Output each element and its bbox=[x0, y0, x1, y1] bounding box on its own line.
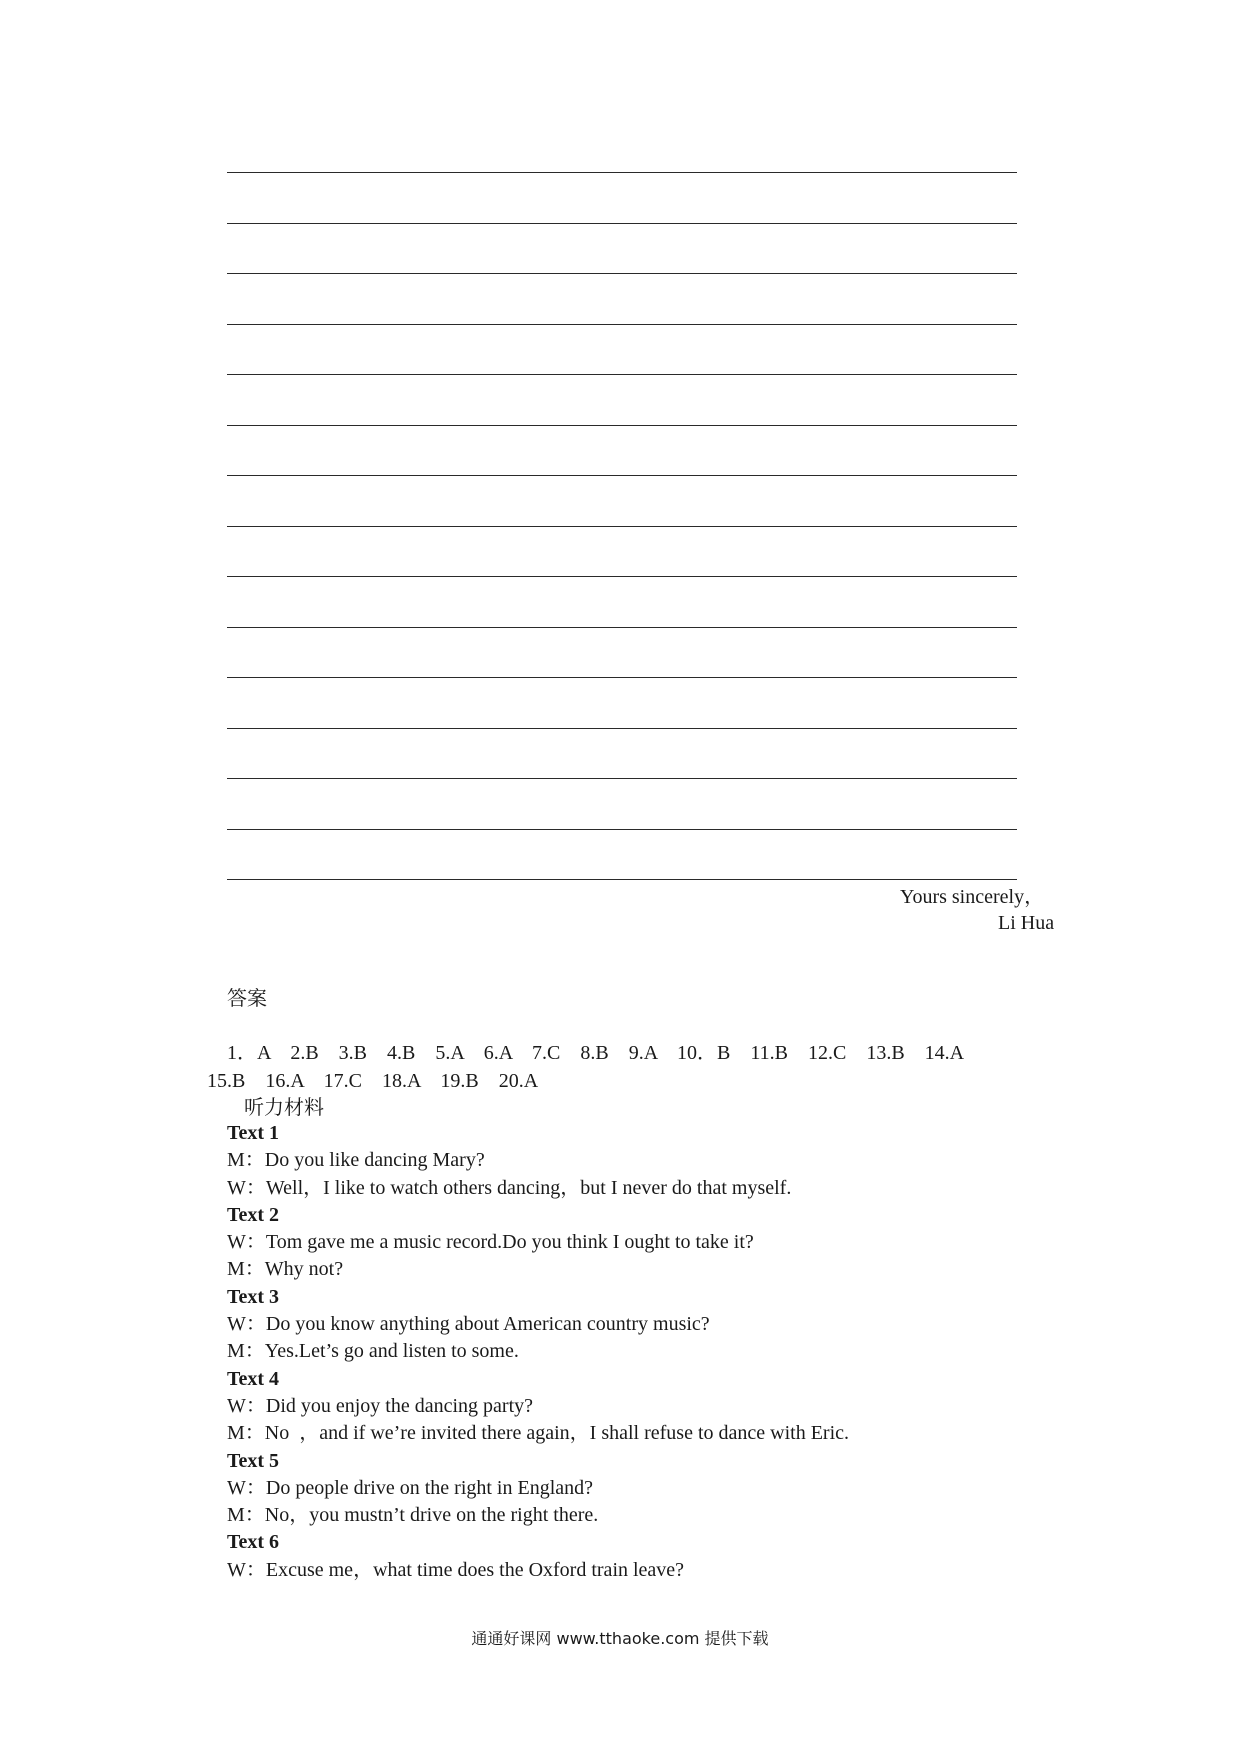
writing-line bbox=[227, 526, 1017, 577]
page-footer: 通通好课网 www.tthaoke.com 提供下载 bbox=[471, 1629, 769, 1648]
transcript-text-heading: Text 4 bbox=[227, 1367, 280, 1390]
transcript-line: W：Excuse me，what time does the Oxford train leave? bbox=[227, 1558, 685, 1581]
writing-line bbox=[227, 475, 1017, 526]
transcript-text-heading: Text 6 bbox=[227, 1531, 280, 1554]
transcript-line: M：Why not? bbox=[227, 1258, 344, 1281]
transcript-line: M：Do you like dancing Mary? bbox=[227, 1149, 485, 1172]
writing-line bbox=[227, 425, 1017, 476]
transcript-line: W：Well，I like to watch others dancing，but I never do that myself. bbox=[227, 1176, 792, 1199]
answer-key-line-1: 1．A 2.B 3.B 4.B 5.A 6.A 7.C 8.B 9.A 10．B 11.B 12.C 13.B 14.A bbox=[227, 1042, 965, 1064]
transcript-line: M：Yes.Let’s go and listen to some. bbox=[227, 1340, 519, 1363]
transcript-line: M：No ，and if we’re invited there again，I shall refuse to dance with Eric. bbox=[227, 1422, 850, 1445]
answers-heading: 答案 bbox=[227, 986, 267, 1010]
listening-material-heading: 听力材料 bbox=[244, 1095, 324, 1119]
transcript-text-heading: Text 2 bbox=[227, 1203, 280, 1226]
writing-lines bbox=[227, 172, 1017, 930]
transcript-text-heading: Text 1 bbox=[227, 1122, 280, 1144]
letter-closing: Yours sincerely， bbox=[900, 886, 1045, 908]
writing-line bbox=[227, 728, 1017, 779]
writing-line bbox=[227, 627, 1017, 678]
writing-line bbox=[227, 576, 1017, 627]
listening-transcript bbox=[227, 1120, 1067, 1584]
transcript-line: W：Did you enjoy the dancing party? bbox=[227, 1394, 534, 1417]
transcript-line: W：Do you know anything about American country music? bbox=[227, 1313, 710, 1336]
writing-line bbox=[227, 879, 1017, 930]
transcript-line: M：No，you mustn’t drive on the right there. bbox=[227, 1504, 599, 1527]
writing-line bbox=[227, 829, 1017, 880]
transcript-line: W：Do people drive on the right in England? bbox=[227, 1476, 594, 1499]
writing-line bbox=[227, 223, 1017, 274]
letter-signature: Li Hua bbox=[998, 912, 1055, 934]
transcript-line: W：Tom gave me a music record.Do you think I ought to take it? bbox=[227, 1231, 754, 1254]
transcript-text-heading: Text 3 bbox=[227, 1285, 280, 1308]
writing-line bbox=[227, 778, 1017, 829]
writing-line bbox=[227, 677, 1017, 728]
writing-line bbox=[227, 172, 1017, 223]
transcript-text-heading: Text 5 bbox=[227, 1449, 280, 1472]
writing-line bbox=[227, 324, 1017, 375]
writing-line bbox=[227, 374, 1017, 425]
writing-line bbox=[227, 273, 1017, 324]
answer-key-line-2: 15.B 16.A 17.C 18.A 19.B 20.A bbox=[207, 1070, 539, 1092]
